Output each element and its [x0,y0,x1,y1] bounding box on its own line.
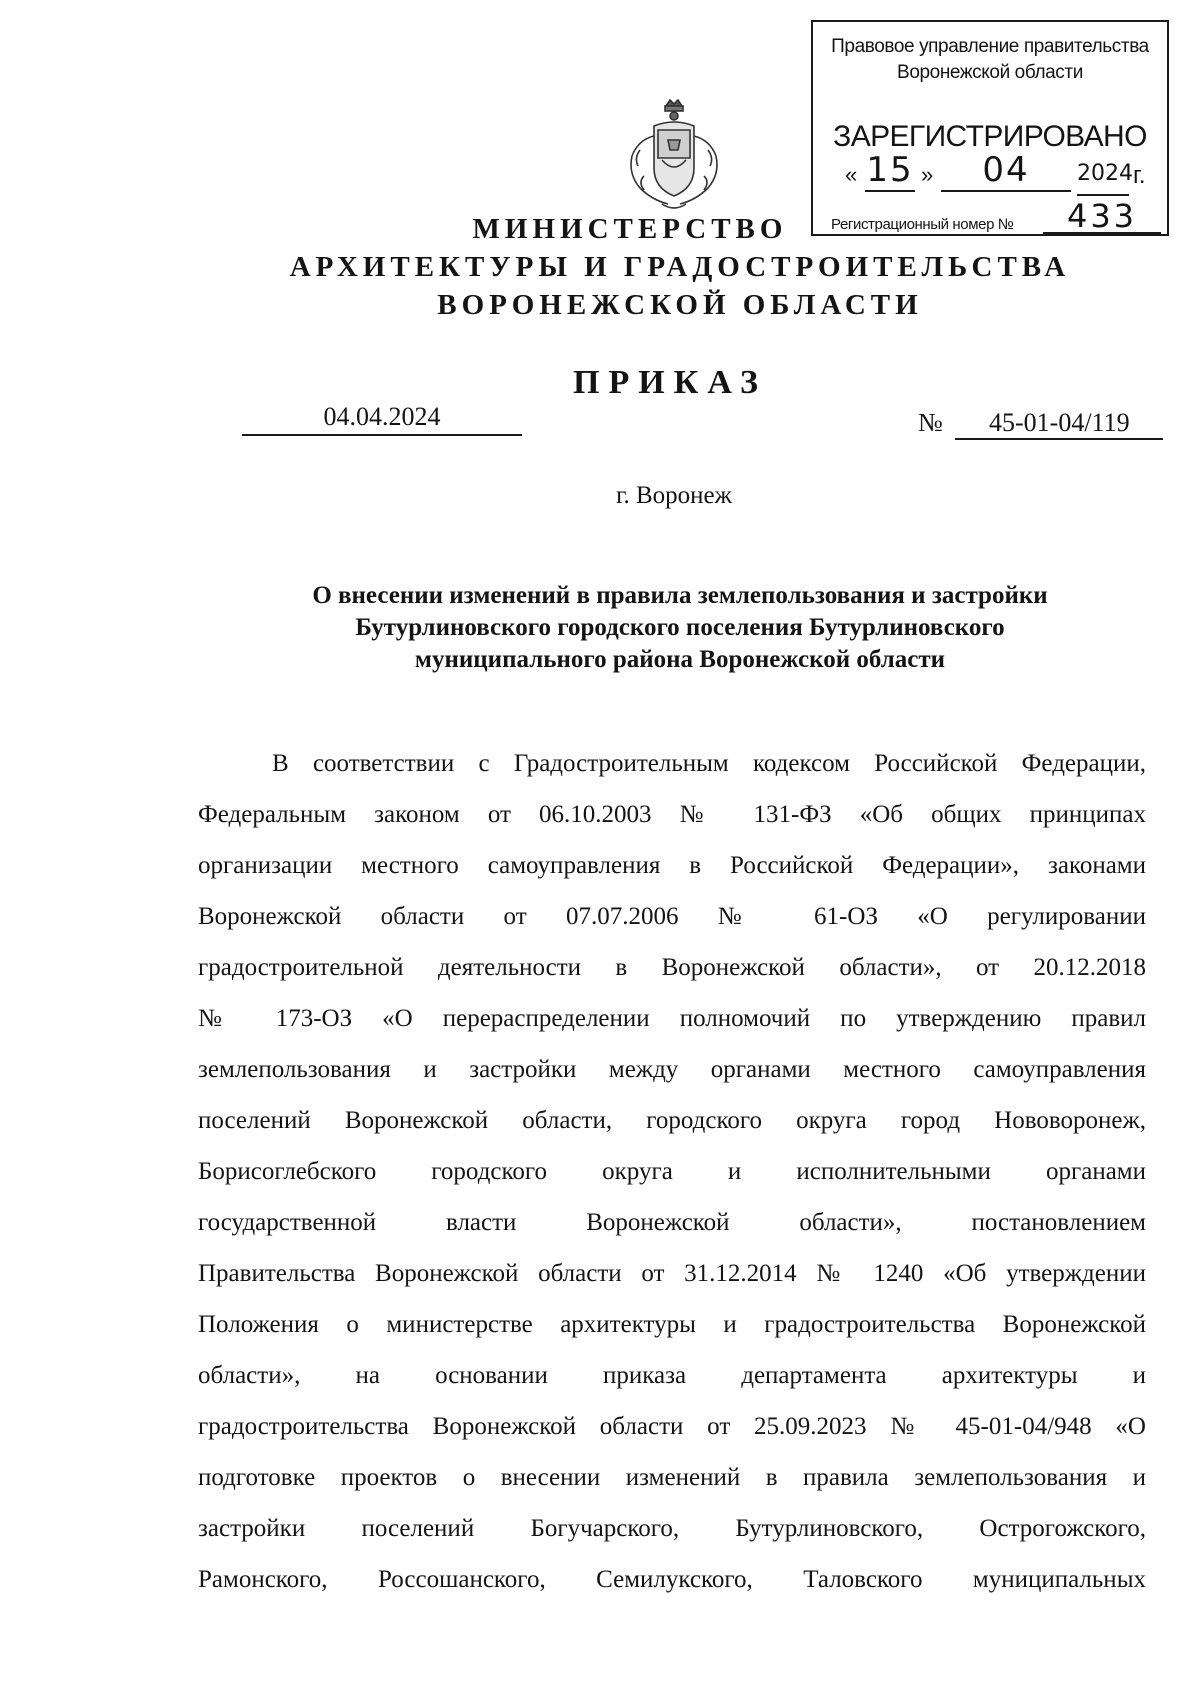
body-text-line: Правительства Воронежской области от 31.12.2014 № 1240 «Об утверждении [198,1260,1146,1287]
body-text-line: государственной власти Воронежской области», постановлением [198,1209,1146,1236]
body-text-line: организации местного самоуправления в Российской Федерации», законами [198,852,1146,879]
document-number [918,408,1163,440]
stamp-date: « 15 » 04 2024 г. [845,150,1155,198]
document-subject [240,580,1120,676]
body-text-line: области», на основании приказа департамента архитектуры и [198,1362,1146,1389]
body-text-line: застройки поселений Богучарского, Бутурлиновского, Острогожского, [198,1515,1146,1542]
body-text-line: Федеральным законом от 06.10.2003 № 131-ФЗ «Об общих принципах [198,801,1146,828]
stamp-border-top [811,20,1169,22]
body-text-line: поселений Воронежской области, городского округа город Нововоронеж, [198,1107,1146,1134]
subject-line: муниципального района Воронежской области [414,646,946,673]
ministry-name-line3: ВОРОНЕЖСКОЙ ОБЛАСТИ [437,289,923,321]
ministry-name-line1: МИНИСТЕРСТВО [472,213,788,245]
document-number-label: № [918,408,943,437]
body-text-line: землепользования и застройки между органами местного самоуправления [198,1056,1146,1083]
body-text-line: Воронежской области от 07.07.2006 № 61-ОЗ «О регулировании [198,903,1146,930]
body-text-line: Рамонского, Россошанского, Семилукского, Таловского муниципальных [198,1566,1146,1593]
document-city: г. Воронеж [616,482,732,509]
stamp-day: 15 [866,150,914,190]
subject-line: Бутурлиновского городского поселения Бутурлиновского [355,614,1005,641]
stamp-org-line1: Правовое управление правительства [831,36,1149,57]
stamp-reg-value: 433 [1043,200,1161,234]
stamp-year: 2024 [1077,154,1129,196]
body-text-line: В соответствии с Градостроительным кодексом Российской Федерации, [272,750,1146,777]
body-text-line: подготовке проектов о внесении изменений в правила землепользования и [198,1464,1146,1491]
body-text-line: градостроительства Воронежской области от 25.09.2023 № 45-01-04/948 «О [198,1413,1146,1440]
document-type-title: ПРИКАЗ [573,364,767,401]
coat-of-arms-emblem [618,96,730,216]
document-date: 04.04.2024 [242,402,522,436]
stamp-reg-label: Регистрационный номер № [831,216,1014,233]
body-text-line: градостроительной деятельности в Воронежской области», от 20.12.2018 [198,954,1146,981]
body-text-line: Борисоглебского городского округа и исполнительными органами [198,1158,1146,1185]
stamp-registered-label: ЗАРЕГИСТРИРОВАНО [833,120,1147,153]
document-number-value: 45-01-04/119 [955,408,1163,440]
registration-stamp [811,20,1169,236]
body-text-line: Положения о министерстве архитектуры и градостроительства Воронежской [198,1311,1146,1338]
stamp-month: 04 [941,150,1071,192]
document-body [198,738,1146,1605]
ministry-name-line2: АРХИТЕКТУРЫ И ГРАДОСТРОИТЕЛЬСТВА [289,251,1071,283]
stamp-org-line2: Воронежской области [897,62,1083,83]
subject-line: О внесении изменений в правила землепользования и застройки [312,582,1048,609]
stamp-year-suffix: г. [1133,162,1146,189]
body-text-line: № 173-ОЗ «О перераспределении полномочий по утверждению правил [198,1005,1146,1032]
